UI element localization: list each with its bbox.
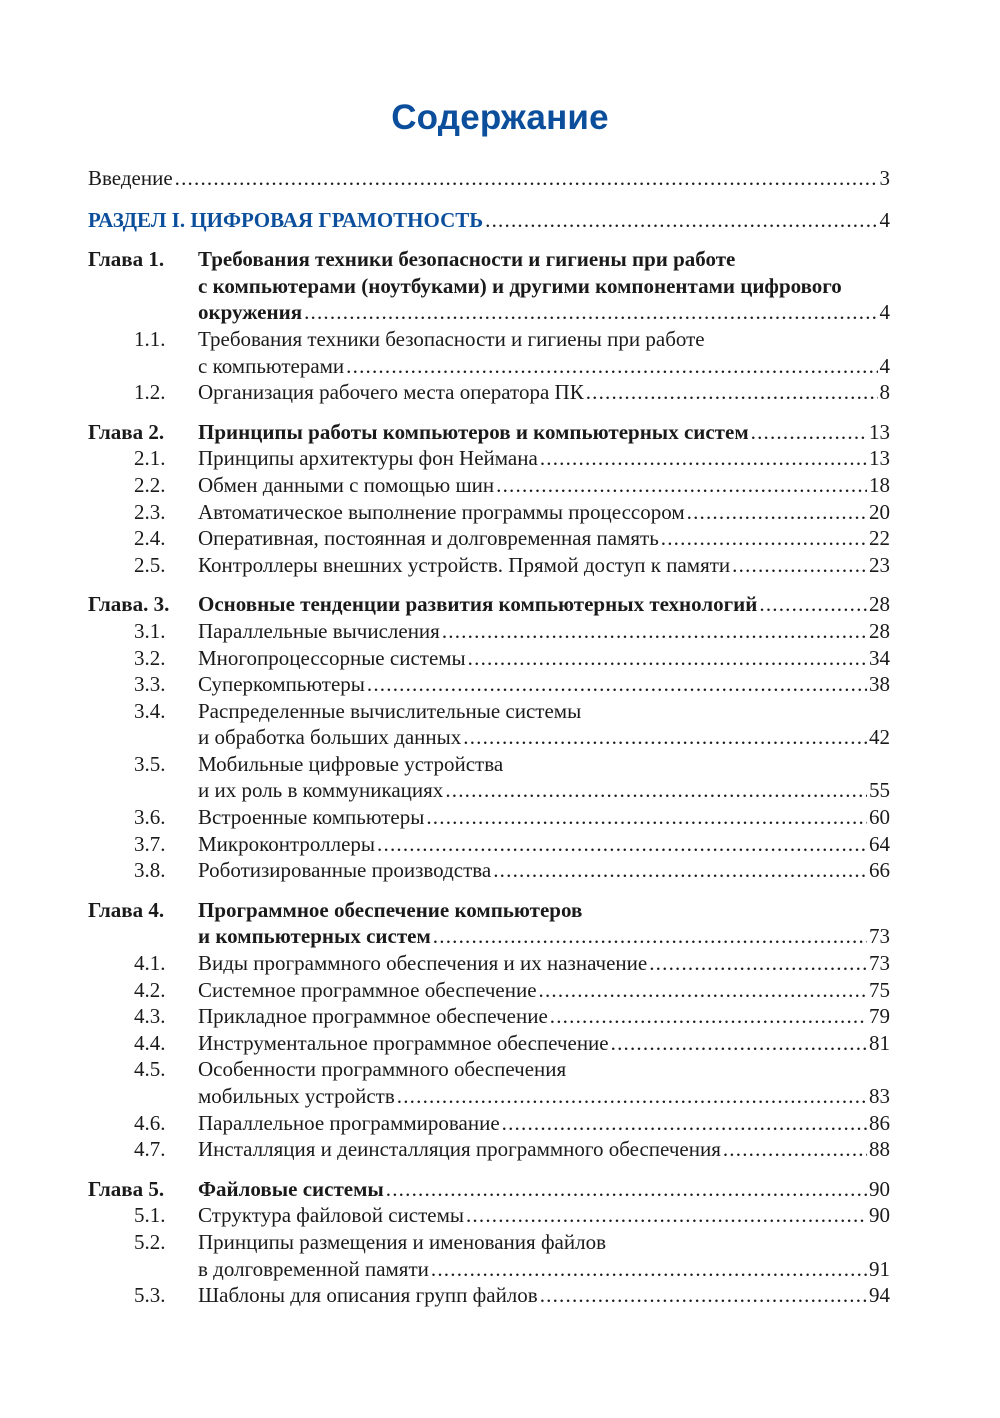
toc-page-number: 4 bbox=[879, 353, 890, 378]
leader-dots bbox=[397, 1083, 867, 1110]
chapter-title-line: Требования техники безопасности и гигиены при работе bbox=[198, 247, 736, 272]
toc-subsection-entry[interactable] bbox=[88, 552, 890, 579]
toc-page-number: 42 bbox=[869, 725, 890, 750]
subsection-number: 4.1. bbox=[134, 951, 166, 976]
toc-chapter-entry[interactable] bbox=[88, 591, 890, 618]
leader-dots bbox=[367, 671, 867, 698]
subsection-number: 1.1. bbox=[134, 326, 166, 351]
leader-dots bbox=[433, 923, 867, 950]
toc-subsection-entry[interactable] bbox=[88, 1003, 890, 1030]
subsection-title-line: Прикладное программное обеспечение bbox=[198, 1004, 548, 1029]
subsection-number: 5.1. bbox=[134, 1203, 166, 1228]
leader-dots bbox=[442, 618, 867, 645]
toc-subsection-entry[interactable] bbox=[88, 950, 890, 977]
toc-subsection-entry[interactable] bbox=[88, 1202, 890, 1229]
chapter-title-line: Программное обеспечение компьютеров bbox=[198, 897, 583, 922]
toc-subsection-entry[interactable] bbox=[88, 977, 890, 1004]
subsection-number: 3.8. bbox=[134, 858, 166, 883]
subsection-title-line: Роботизированные производства bbox=[198, 858, 492, 883]
toc-subsection-entry[interactable] bbox=[88, 698, 890, 751]
toc-page-number: 4 bbox=[879, 207, 890, 232]
leader-dots bbox=[496, 472, 867, 499]
subsection-title-line: Микроконтроллеры bbox=[198, 831, 376, 856]
leader-dots bbox=[485, 207, 877, 234]
subsection-number: 3.6. bbox=[134, 805, 166, 830]
toc-page-number: 13 bbox=[869, 419, 890, 444]
toc-chapter-entry[interactable] bbox=[88, 1176, 890, 1203]
toc-subsection-entry[interactable] bbox=[88, 1056, 890, 1109]
leader-dots bbox=[502, 1110, 867, 1137]
toc-page-number: 94 bbox=[869, 1283, 890, 1308]
page-title: Содержание bbox=[391, 98, 609, 137]
toc-page-number: 73 bbox=[869, 951, 890, 976]
chapter-number: Глава 4. bbox=[88, 897, 165, 922]
toc-page-number: 23 bbox=[869, 552, 890, 577]
toc-subsection-entry[interactable] bbox=[88, 1229, 890, 1282]
subsection-title-line: в долговременной памяти bbox=[198, 1256, 429, 1281]
subsection-title-line: Структура файловой системы bbox=[198, 1203, 464, 1228]
leader-dots bbox=[468, 645, 867, 672]
toc-page-number: 22 bbox=[869, 526, 890, 551]
toc-page-number: 18 bbox=[869, 472, 890, 497]
chapter-title-line: с компьютерами (ноутбуками) и другими компонентами цифрового bbox=[198, 273, 842, 298]
chapter-title-line: окружения bbox=[198, 300, 303, 325]
toc-subsection-entry[interactable] bbox=[88, 326, 890, 379]
subsection-title-line: мобильных устройств bbox=[198, 1084, 395, 1108]
toc-page-number: 38 bbox=[869, 672, 890, 697]
toc-page-number: 66 bbox=[869, 858, 890, 883]
leader-dots bbox=[723, 1136, 867, 1163]
toc-page-number: 91 bbox=[869, 1256, 890, 1281]
subsection-title-line: Контроллеры внешних устройств. Прямой доступ к памяти bbox=[198, 552, 731, 577]
subsection-title-line: Виды программного обеспечения и их назначение bbox=[198, 951, 648, 976]
chapter-title-line: Основные тенденции развития компьютерных технологий bbox=[198, 592, 758, 617]
subsection-number: 2.4. bbox=[134, 526, 166, 551]
subsection-number: 3.4. bbox=[134, 698, 166, 723]
subsection-number: 4.2. bbox=[134, 977, 166, 1002]
subsection-title-line: Параллельное программирование bbox=[198, 1110, 500, 1135]
toc-page-number: 20 bbox=[869, 499, 890, 524]
leader-dots bbox=[431, 1256, 867, 1283]
toc-subsection-entry[interactable] bbox=[88, 1110, 890, 1137]
toc-page-number: 75 bbox=[869, 977, 890, 1002]
subsection-title-line: и их роль в коммуникациях bbox=[198, 778, 444, 803]
leader-dots bbox=[687, 499, 867, 526]
toc-subsection-entry[interactable] bbox=[88, 804, 890, 831]
leader-dots bbox=[751, 419, 867, 446]
chapter-number: Глава 2. bbox=[88, 419, 165, 444]
toc-page-number: 28 bbox=[869, 592, 890, 617]
toc-page-number: 3 bbox=[879, 166, 890, 190]
subsection-number: 2.3. bbox=[134, 499, 166, 524]
toc-page-number: 13 bbox=[869, 446, 890, 471]
toc-subsection-entry[interactable] bbox=[88, 618, 890, 645]
subsection-title-line: Суперкомпьютеры bbox=[198, 672, 365, 697]
subsection-title-line: с компьютерами bbox=[198, 353, 345, 378]
subsection-title-line: Системное программное обеспечение bbox=[198, 977, 537, 1002]
chapter-number: Глава. 3. bbox=[88, 592, 170, 617]
leader-dots bbox=[445, 777, 867, 804]
subsection-title-line: Многопроцессорные системы bbox=[198, 645, 466, 670]
subsection-number: 4.6. bbox=[134, 1110, 166, 1135]
subsection-number: 4.4. bbox=[134, 1030, 166, 1055]
subsection-title-line: Инсталляция и деинсталляция программного обеспечения bbox=[198, 1137, 721, 1162]
leader-dots bbox=[611, 1030, 867, 1057]
toc-page-number: 88 bbox=[869, 1137, 890, 1162]
toc-page-number: 90 bbox=[869, 1176, 890, 1201]
subsection-number: 3.3. bbox=[134, 672, 166, 697]
toc-chapter-entry[interactable] bbox=[88, 419, 890, 446]
toc-entry-label: Введение bbox=[88, 166, 173, 190]
subsection-title-line: Обмен данными с помощью шин bbox=[198, 472, 495, 497]
subsection-number: 3.2. bbox=[134, 645, 166, 670]
chapter-title-line: Файловые системы bbox=[198, 1176, 384, 1201]
subsection-title-line: Организация рабочего места оператора ПК bbox=[198, 380, 584, 405]
subsection-number: 4.3. bbox=[134, 1004, 166, 1029]
subsection-title-line: Встроенные компьютеры bbox=[198, 805, 425, 830]
subsection-title-line: Распределенные вычислительные системы bbox=[198, 698, 582, 723]
toc-page-number: 60 bbox=[869, 805, 890, 830]
toc-subsection-entry[interactable] bbox=[88, 751, 890, 804]
leader-dots bbox=[649, 950, 867, 977]
leader-dots bbox=[493, 857, 867, 884]
subsection-title-line: Мобильные цифровые устройства bbox=[198, 751, 504, 776]
toc-page-number: 81 bbox=[869, 1030, 890, 1055]
subsection-number: 3.7. bbox=[134, 831, 166, 856]
toc-chapter-entry[interactable] bbox=[88, 246, 890, 326]
toc-page-number: 8 bbox=[879, 380, 890, 405]
subsection-number: 4.7. bbox=[134, 1137, 166, 1162]
leader-dots bbox=[386, 1176, 867, 1203]
leader-dots bbox=[759, 591, 867, 618]
toc-entry-section[interactable] bbox=[88, 207, 890, 234]
subsection-title-line: Автоматическое выполнение программы процессором bbox=[198, 499, 685, 524]
subsection-number: 2.2. bbox=[134, 472, 166, 497]
chapter-number: Глава 5. bbox=[88, 1176, 165, 1201]
leader-dots bbox=[377, 831, 867, 858]
leader-dots bbox=[426, 804, 867, 831]
toc-subsection-entry[interactable] bbox=[88, 499, 890, 526]
table-of-contents bbox=[88, 165, 890, 1309]
toc-subsection-entry[interactable] bbox=[88, 472, 890, 499]
leader-dots bbox=[175, 165, 878, 192]
chapter-title-line: и компьютерных систем bbox=[198, 924, 431, 949]
toc-subsection-entry[interactable] bbox=[88, 445, 890, 472]
subsection-title-line: Оперативная, постоянная и долговременная память bbox=[198, 526, 659, 551]
chapter-list bbox=[88, 246, 890, 1309]
subsection-title-line: Инструментальное программное обеспечение bbox=[198, 1030, 609, 1055]
subsection-number: 5.2. bbox=[134, 1229, 166, 1254]
leader-dots bbox=[539, 977, 867, 1004]
toc-page-number: 28 bbox=[869, 618, 890, 643]
leader-dots bbox=[304, 299, 877, 326]
toc-subsection-entry[interactable] bbox=[88, 379, 890, 406]
toc-page-number: 86 bbox=[869, 1110, 890, 1135]
leader-dots bbox=[550, 1003, 867, 1030]
subsection-number: 4.5. bbox=[134, 1057, 166, 1082]
chapter-title-line: Принципы работы компьютеров и компьютерных систем bbox=[198, 419, 749, 444]
toc-subsection-entry[interactable] bbox=[88, 525, 890, 552]
leader-dots bbox=[540, 445, 867, 472]
toc-page-number: 34 bbox=[869, 645, 890, 670]
toc-subsection-entry[interactable] bbox=[88, 645, 890, 672]
toc-entry-intro[interactable] bbox=[88, 165, 890, 192]
leader-dots bbox=[540, 1282, 867, 1309]
toc-subsection-entry[interactable] bbox=[88, 1030, 890, 1057]
leader-dots bbox=[732, 552, 867, 579]
subsection-number: 2.5. bbox=[134, 552, 166, 577]
toc-page-number: 4 bbox=[879, 300, 890, 325]
subsection-number: 1.2. bbox=[134, 380, 166, 405]
chapter-number: Глава 1. bbox=[88, 247, 165, 272]
toc-page-number: 79 bbox=[869, 1004, 890, 1029]
subsection-title-line: Параллельные вычисления bbox=[198, 618, 440, 643]
toc-page-number: 90 bbox=[869, 1203, 890, 1228]
subsection-number: 2.1. bbox=[134, 446, 166, 471]
toc-page-number: 55 bbox=[869, 778, 890, 803]
toc-chapter-entry[interactable] bbox=[88, 897, 890, 950]
toc-page-number: 73 bbox=[869, 924, 890, 949]
toc-subsection-entry[interactable] bbox=[88, 1282, 890, 1309]
subsection-title-line: и обработка больших данных bbox=[198, 725, 462, 750]
subsection-number: 5.3. bbox=[134, 1283, 166, 1308]
subsection-number: 3.1. bbox=[134, 618, 166, 643]
subsection-title-line: Принципы размещения и именования файлов bbox=[198, 1229, 607, 1254]
leader-dots bbox=[346, 353, 877, 380]
subsection-title-line: Принципы архитектуры фон Неймана bbox=[198, 446, 538, 471]
subsection-title-line: Требования техники безопасности и гигиены при работе bbox=[198, 326, 705, 351]
subsection-number: 3.5. bbox=[134, 751, 166, 776]
toc-subsection-entry[interactable] bbox=[88, 831, 890, 858]
toc-page-number: 64 bbox=[869, 831, 890, 856]
toc-section-label: РАЗДЕЛ I. ЦИФРОВАЯ ГРАМОТНОСТЬ bbox=[88, 207, 484, 232]
leader-dots bbox=[661, 525, 867, 552]
subsection-title-line: Шаблоны для описания групп файлов bbox=[198, 1283, 538, 1308]
toc-subsection-entry[interactable] bbox=[88, 671, 890, 698]
leader-dots bbox=[463, 724, 867, 751]
toc-subsection-entry[interactable] bbox=[88, 857, 890, 884]
leader-dots bbox=[466, 1202, 867, 1229]
leader-dots bbox=[586, 379, 878, 406]
toc-page-number: 83 bbox=[869, 1084, 890, 1108]
toc-subsection-entry[interactable] bbox=[88, 1136, 890, 1163]
subsection-title-line: Особенности программного обеспечения bbox=[198, 1057, 567, 1082]
